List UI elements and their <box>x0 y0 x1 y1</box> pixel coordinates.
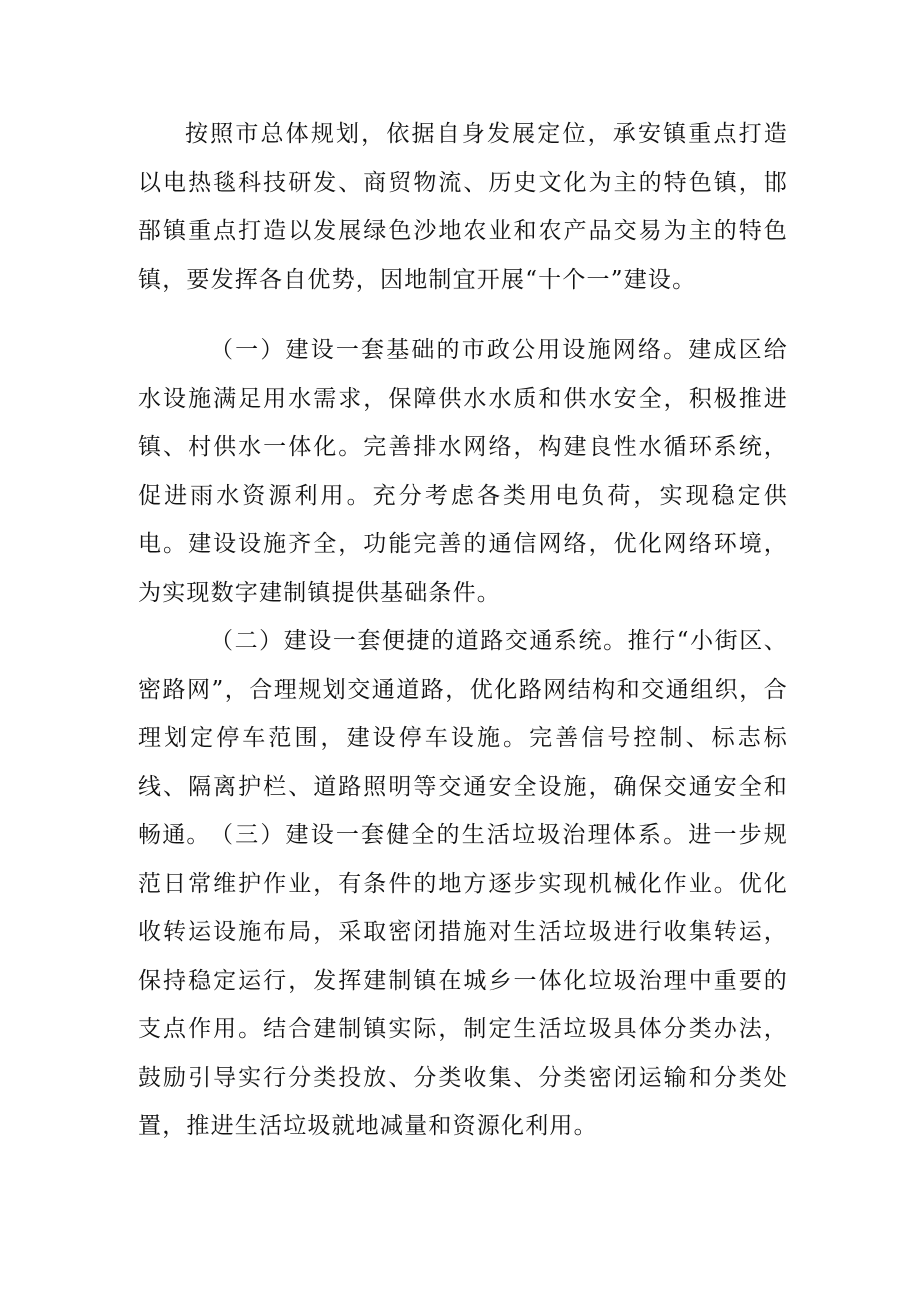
section-2-paragraph: （二）建设一套便捷的道路交通系统。推行“小街区、密路网”，合理规划交通道路，优化路网结构和交通组织，合理划定停车范围，建设停车设施。完善信号控制、标志标线、隔离护栏、道路照明等交通安全设施，确保交通安全和畅通。 <box>138 628 788 848</box>
intro-paragraph: 按照市总体规划，依据自身发展定位，承安镇重点打造以电热毯科技研发、商贸物流、历史文化为主的特色镇，邯郚镇重点打造以发展绿色沙地农业和农产品交易为主的特色镇，要发挥各自优势，因地制宜开展“十个一”建设。 <box>138 121 788 293</box>
section-3-paragraph: （三）建设一套健全的生活垃圾治理体系。进一步规范日常维护作业，有条件的地方逐步实现机械化作业。优化收转运设施布局，采取密闭措施对生活垃圾进行收集转运，保持稳定运行，发挥建制镇在城乡一体化垃圾治理中重要的支点作用。结合建制镇实际，制定生活垃圾具体分类办法，鼓励引导实行分类投放、分类收集、分类密闭运输和分类处置，推进生活垃圾就地减量和资源化利用。 <box>138 822 788 1139</box>
section-1-paragraph: （一）建设一套基础的市政公用设施网络。建成区给水设施满足用水需求，保障供水水质和供水安全，积极推进镇、村供水一体化。完善排水网络，构建良性水循环系统，促进雨水资源利用。充分考虑各类用电负荷，实现稳定供电。建设设施齐全，功能完善的通信网络，优化网络环境，为实现数字建制镇提供基础条件。 <box>138 337 788 606</box>
